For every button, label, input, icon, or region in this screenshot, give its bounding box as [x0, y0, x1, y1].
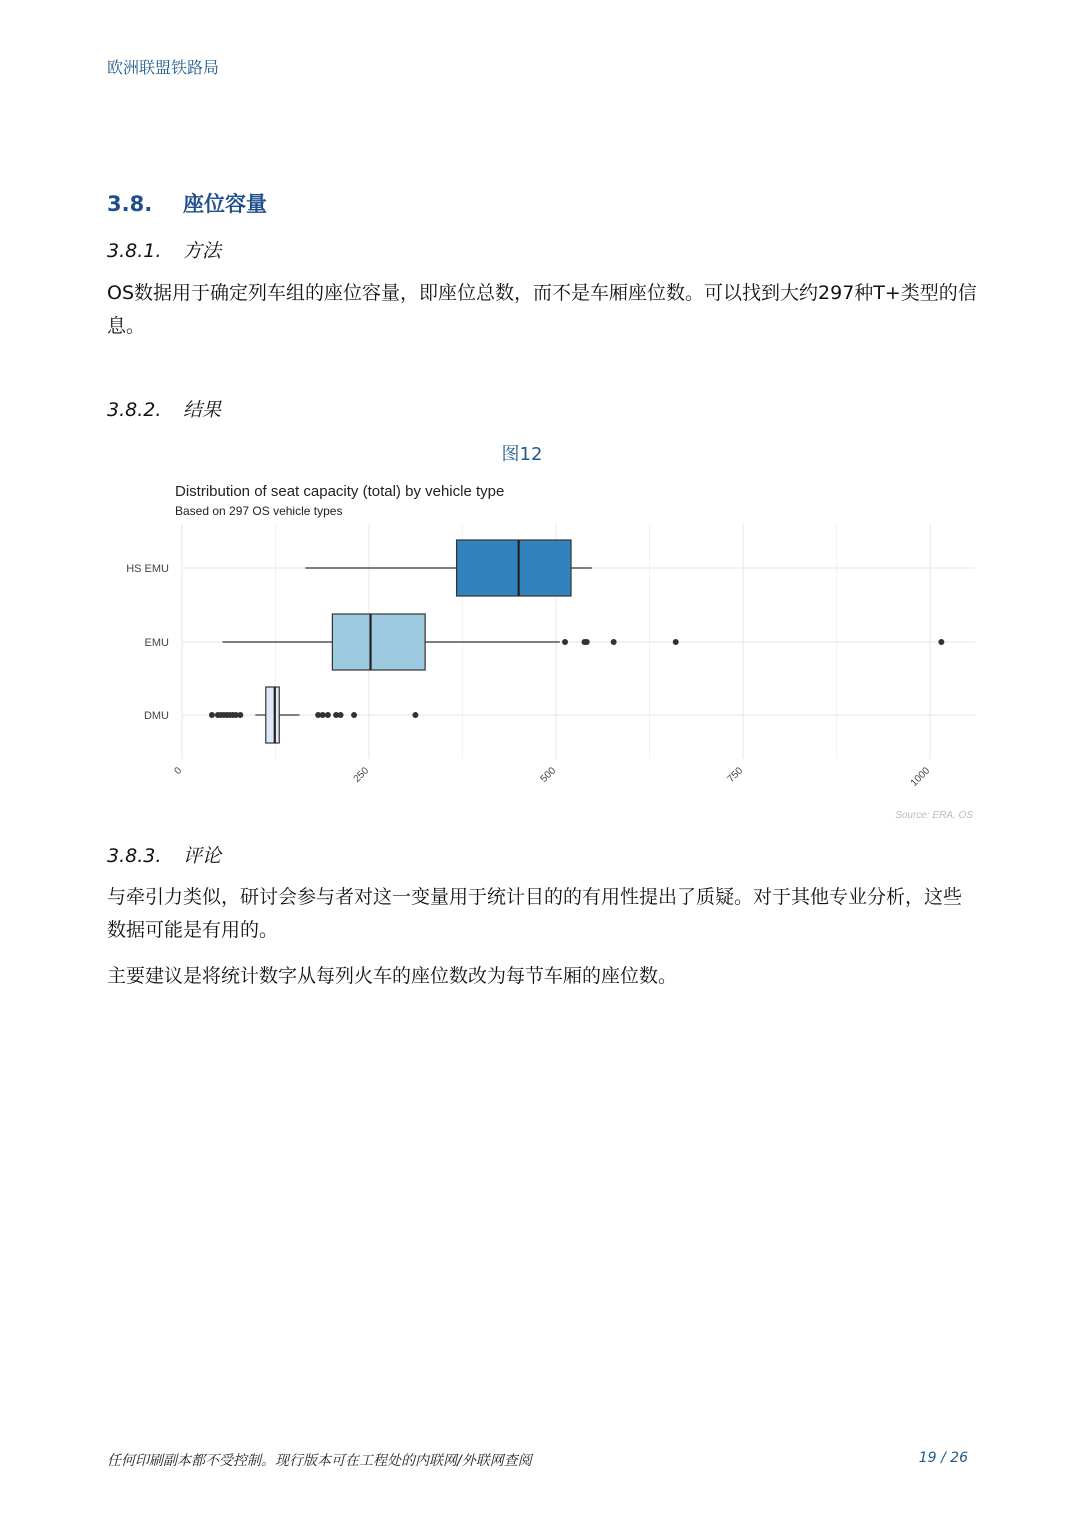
section-number: 3.8. — [107, 192, 153, 216]
outlier-point — [938, 639, 944, 645]
outlier-point — [611, 639, 617, 645]
page-number: 19 / 26 — [918, 1450, 968, 1466]
x-tick-label: 500 — [538, 765, 559, 785]
results-heading — [107, 395, 221, 422]
category-label: HS EMU — [126, 563, 169, 575]
x-tick-label: 750 — [725, 765, 746, 785]
outlier-point — [320, 712, 326, 718]
category-label: EMU — [144, 637, 169, 649]
method-title: 方法 — [183, 240, 222, 262]
x-tick-label: 1000 — [908, 765, 933, 789]
chart-subtitle: Based on 297 OS vehicle types — [175, 504, 343, 518]
chart-axis — [126, 563, 932, 789]
boxplot-chart — [110, 476, 980, 826]
method-number: 3.8.1. — [107, 240, 162, 262]
outlier-point — [562, 639, 568, 645]
box-dmu — [266, 687, 279, 743]
x-tick-label: 0 — [172, 765, 185, 778]
outlier-point — [584, 639, 590, 645]
comments-heading — [107, 841, 221, 868]
section-title: 座位容量 — [183, 192, 267, 216]
section-heading — [107, 188, 267, 218]
category-label: DMU — [143, 710, 169, 722]
method-heading — [107, 236, 221, 263]
comments-paragraph-1: 与牵引力类似，研讨会参与者对这一变量用于统计目的的有用性提出了质疑。对于其他专业分析，这些数据可能是有用的。 — [107, 886, 963, 941]
outlier-point — [351, 712, 357, 718]
outlier-point — [325, 712, 331, 718]
outlier-point — [412, 712, 418, 718]
footer-note: 任何印刷副本都不受控制。现行版本可在工程处的内联网/外联网查阅 — [107, 1453, 532, 1469]
box-hs-emu — [457, 540, 571, 596]
comments-number: 3.8.3. — [107, 845, 162, 867]
x-tick-label: 250 — [351, 765, 372, 785]
results-title: 结果 — [183, 399, 222, 421]
chart-title: Distribution of seat capacity (total) by vehicle type — [175, 483, 505, 500]
comments-paragraph-2: 主要建议是将统计数字从每列火车的座位数改为每节车厢的座位数。 — [107, 965, 678, 987]
chart-source: Source: ERA, OS — [895, 810, 973, 821]
figure-caption: 图12 — [501, 444, 543, 465]
box-emu — [332, 614, 425, 670]
results-number: 3.8.2. — [107, 399, 162, 421]
method-paragraph: OS数据用于确定列车组的座位容量，即座位总数，而不是车厢座位数。可以找到大约297种T+类型的信息。 — [107, 282, 977, 337]
outlier-point — [338, 712, 344, 718]
outlier-point — [209, 712, 215, 718]
outlier-point — [237, 712, 243, 718]
outlier-point — [673, 639, 679, 645]
header-organization: 欧洲联盟铁路局 — [107, 58, 220, 77]
comments-title: 评论 — [183, 845, 222, 867]
